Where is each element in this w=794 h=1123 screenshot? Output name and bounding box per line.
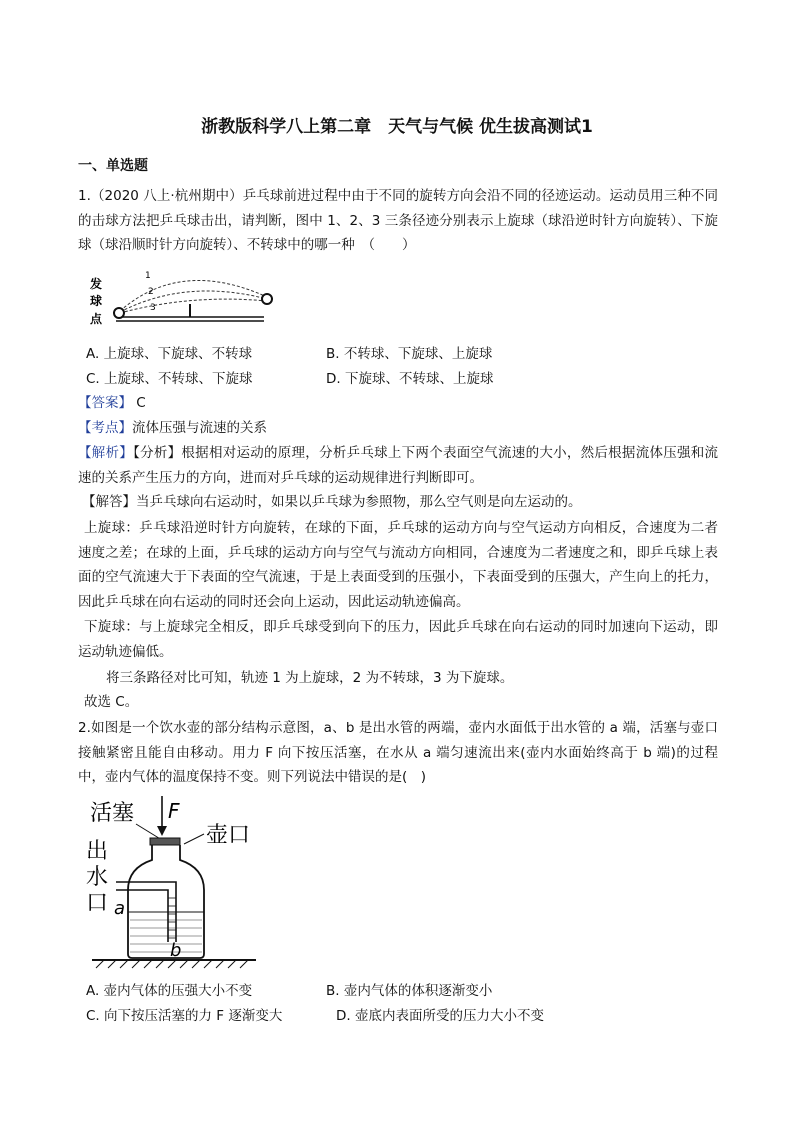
ball-end	[262, 294, 272, 304]
trajectory-1	[120, 280, 267, 311]
force-label: F	[168, 799, 180, 823]
q1-backspin-text: 下旋球：与上旋球完全相反，即乒乓球受到向下的压力，因此乒乓球在向右运动的同时加速向下运动，即运动轨迹偏低。	[78, 619, 718, 660]
serve-point-label-2: 球	[90, 294, 103, 308]
end-a-label: a	[114, 898, 126, 919]
table-tennis-figure	[86, 266, 276, 328]
ground-hatch	[96, 960, 248, 968]
piston-label: 活塞	[90, 801, 135, 826]
outlet-label-3: 口	[86, 891, 109, 916]
analysis-subtag: 【分析】	[133, 445, 182, 461]
outlet-label-1: 出	[86, 839, 109, 864]
point-value: 流体压强与流速的关系	[132, 420, 267, 436]
analysis-text: 根据相对运动的原理，分析乒乓球上下两个表面空气流速的大小，然后根据流体压强和流速的关系产生压力的方向，进而对乒乓球的运动规律进行判断即可。	[78, 445, 719, 486]
q1-topspin-text: 上旋球：乒乓球沿逆时针方向旋转，在球的下面，乒乓球的运动方向与空气运动方向相反，合速度为二者速度之差；在球的上面，乒乓球的运动方向与空气与流动方向相同，合速度为二者速度之和，即乒乓球上表面的空气流速大于下表面的空气流速，于是上表面受到的压强小，下表面受到的压强大，产生向上的托力，因此乒乓球在向右运动的同时还会向上运动，因此运动轨迹偏高。	[78, 520, 718, 610]
question-2-stem: 2.如图是一个饮水壶的部分结构示意图，a、b 是出水管的两端，壶内水面低于出水管的 a 端，活塞与壶口接触紧密且能自由移动。用力 F 向下按压活塞，在水从 a 端匀速流出来(壶内水面始终高于 b 端)的过程中，壶内气体的温度保持不变。则下列说法中错误的是( )	[78, 720, 718, 785]
q2-option-d: D. 壶底内表面所受的压力大小不变	[336, 1008, 544, 1024]
q1-analysis	[78, 441, 718, 490]
outlet-label-2: 水	[86, 865, 109, 890]
document-title: 浙教版科学八上第二章 天气与气候 优生拔高测试1	[201, 117, 593, 137]
q1-solution-line: 【解答】当乒乓球向右运动时，如果以乒乓球为参照物，那么空气则是向左运动的。	[82, 494, 582, 510]
question-1-stem: 1.（2020 八上·杭州期中）乒乓球前进过程中由于不同的旋转方向会沿不同的径迹运动。运动员用三种不同的击球方法把乒乓球击出，请判断，图中 1、2、3 三条径迹分别表示上旋球（球沿逆时针方向旋转）、下旋球（球沿顺时针方向旋转）、不转球中的哪一种 （ ）	[78, 188, 718, 253]
q1-option-a: A. 上旋球、下旋球、不转球	[86, 346, 253, 362]
q1-compare-line: 将三条路径对比可知，轨迹 1 为上旋球，2 为不转球，3 为下旋球。	[106, 670, 514, 686]
q2-option-b: B. 壶内气体的体积逐渐变小	[326, 983, 493, 999]
q1-option-d: D. 下旋球、不转球、上旋球	[326, 371, 494, 387]
q1-answer-line	[78, 393, 146, 413]
trajectory-3	[120, 299, 267, 313]
trajectory-label-1: 1	[145, 271, 151, 281]
analysis-tag: 【解析】	[78, 445, 134, 461]
mouth-label: 壶口	[206, 823, 251, 848]
trajectory-label-2: 2	[148, 287, 154, 297]
water-kettle-figure	[84, 794, 274, 974]
q1-option-c: C. 上旋球、不转球、下旋球	[86, 371, 253, 387]
answer-value: C	[136, 395, 146, 411]
q1-point-line	[78, 418, 267, 438]
point-tag: 【考点】	[78, 420, 132, 436]
answer-tag: 【答案】	[78, 395, 132, 411]
section-heading: 一、单选题	[78, 158, 148, 174]
q1-choose-line: 故选 C。	[84, 694, 139, 710]
q1-option-b: B. 不转球、下旋球、上旋球	[326, 346, 493, 362]
q2-option-c: C. 向下按压活塞的力 F 逐渐变大	[86, 1008, 283, 1024]
mouth-leader	[184, 834, 204, 844]
force-arrowhead	[157, 826, 167, 836]
piston	[150, 838, 180, 845]
trajectory-label-3: 3	[150, 303, 156, 313]
serve-point-label-3: 点	[90, 312, 103, 326]
trajectory-2	[120, 291, 267, 312]
q2-option-a: A. 壶内气体的压强大小不变	[86, 983, 253, 999]
ball-start	[114, 308, 124, 318]
serve-point-label-1: 发	[90, 277, 103, 291]
end-b-label: b	[170, 940, 182, 961]
kettle-body	[128, 845, 204, 958]
